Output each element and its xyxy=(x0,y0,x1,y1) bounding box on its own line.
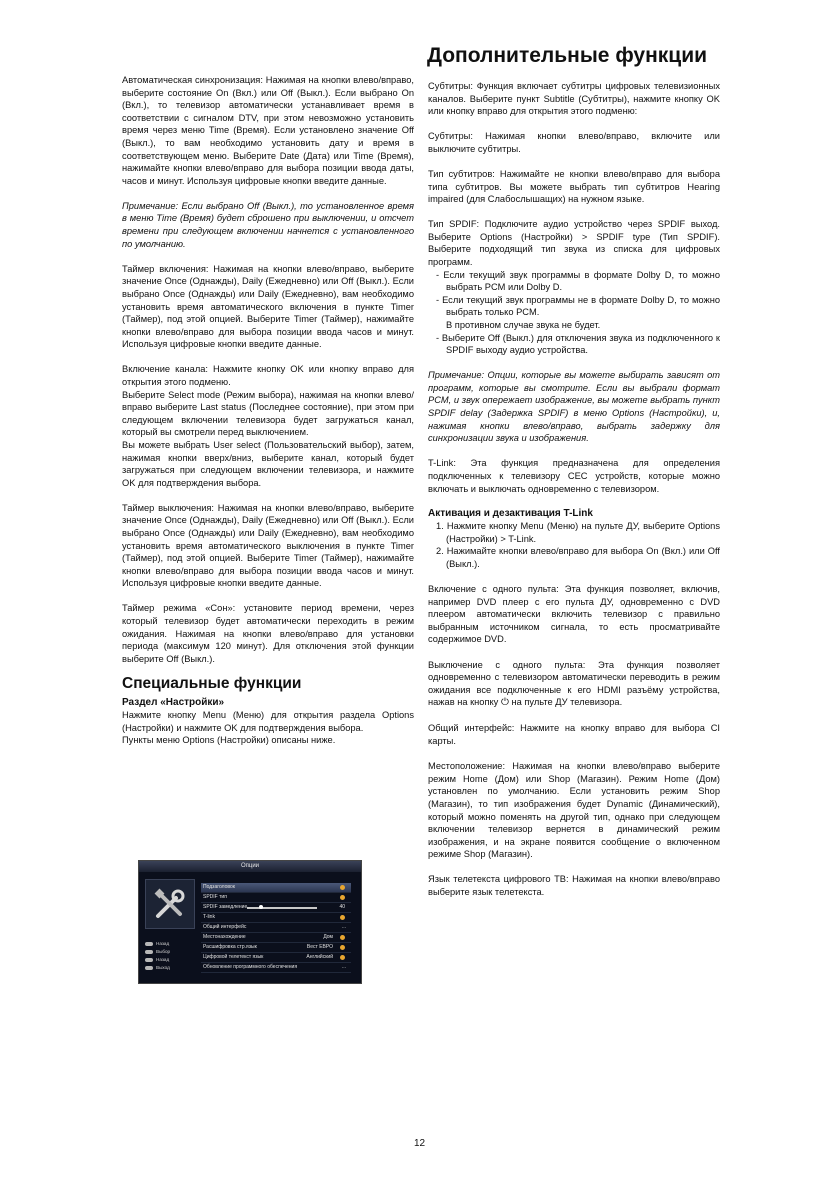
menu-item-common-interface[interactable]: Общий интерфейс ... xyxy=(201,923,351,933)
subtitle-type-paragraph: Тип субтитров: Нажимайте не кнопки влево/вправо для выбора типа субтитров. Вы можете выбрать тип субтитров Hearing impaired (для Слабослышащих) на нужном языке. xyxy=(428,168,720,205)
subtitles-toggle-paragraph: Субтитры: Нажимая кнопки влево/вправо, включите или выключите субтитры. xyxy=(428,131,720,154)
legend-item: Выбор xyxy=(145,948,201,956)
indicator-dot-icon xyxy=(340,915,345,920)
off-timer-paragraph: Таймер выключения: Нажимая на кнопки влево/вправо, выберите значение Once (Однажды), Daily (Ежедневно) или Off (Выкл.). Если выбрано Once (Однажды) или Daily (Ежедневно), вам необходимо установить время автоматического выключения в пункте Timer (Таймер), под этой опцией. Выберите Timer (Таймер), нажимайте кнопки влево/вправо для выбора позиции ввода часов и минут. Используя цифровые кнопки введите данные. xyxy=(122,502,414,589)
teletext-language-paragraph: Язык телетекста цифрового ТВ: Нажимая на кнопки влево/вправо выберите язык телетекста. xyxy=(428,874,720,897)
left-column xyxy=(122,74,414,759)
page-title: Дополнительные функции xyxy=(427,44,708,67)
menu-legend xyxy=(145,940,201,972)
menu-header: Опции xyxy=(139,861,361,872)
power-icon: ⏻ xyxy=(500,697,509,709)
list-item: - Если текущий звук программы не в формате Dolby D, то можно выбрать только PCM. xyxy=(436,294,720,318)
menu-item-subtitle[interactable]: Подзаголовок xyxy=(201,883,351,893)
t-link-title: Активация и дезактивация T-Link xyxy=(428,507,593,519)
common-interface-paragraph: Общий интерфейс: Нажмите на кнопку вправо для выбора CI карты. xyxy=(428,723,720,747)
delay-value: 40 xyxy=(339,904,345,910)
menu-list xyxy=(201,883,351,973)
indicator-dot-icon xyxy=(340,935,345,940)
list-item: - Если текущий звук программы в формате Dolby D, то можно выбрать PCM или Dolby D. xyxy=(436,269,720,293)
page-number: 12 xyxy=(413,1138,426,1149)
list-item: 1. Нажмите кнопку Menu (Меню) на пульте ДУ, выберите Options (Настройки) > T-Link. xyxy=(436,521,720,544)
indicator-dot-icon xyxy=(340,945,345,950)
t-link-steps xyxy=(428,520,720,570)
more-icon: ... xyxy=(341,964,346,970)
power-on-channel-paragraph: Включение канала: Нажмите кнопку OK или кнопку вправо для открытия этого подменю. xyxy=(122,364,414,387)
subsection-title: Раздел «Настройки» xyxy=(122,696,225,708)
delay-slider[interactable] xyxy=(247,907,317,909)
slider-knob[interactable] xyxy=(259,905,263,909)
select-mode-paragraph: Выберите Select mode (Режим выбора), нажимая на кнопки влево/вправо выберите Last status (Последнее состояние), при этом при следующем включении телевизора будет загружаться канал, который вы смотрели перед выключением. xyxy=(122,389,414,438)
indicator-dot-icon xyxy=(340,895,345,900)
list-item: В противном случае звука не будет. xyxy=(446,320,601,330)
menu-item-decoding-language[interactable]: Расшифровка стр.язык Вест ЕВРО xyxy=(201,943,351,953)
legend-item: Назад xyxy=(145,956,201,964)
menu-item-location[interactable]: Местонахождение Дом xyxy=(201,933,351,943)
t-link-paragraph: T-Link: Эта функция предназначена для определения подключенных к телевизору CEC устройств, которые можно включать и выключать одновременно с телевизором. xyxy=(428,458,720,494)
indicator-dot-icon xyxy=(340,885,345,890)
one-touch-play-paragraph: Включение с одного пульта: Эта функция позволяет, включив, например DVD плеер с его пульта ДУ, одновременно с DVD плеером автоматически включить телевизор с правильно выбранным источником сигнала, то есть просматривайте содержимое DVD. xyxy=(428,584,720,645)
location-paragraph: Местоположение: Нажимая на кнопки влево/вправо выберите режим Home (Дом) или Shop (Магазин). Режим Home (Дом) установлен по умолчанию. Если установить режим Shop (Магазин), то тип изображения будет Dynamic (Динамический), который можно поменять на другой тип, однако при следующем включении телевизор вернется в динамический режим изображения, и на экране появится сообщение о включенном режиме Shop (Магазин). xyxy=(428,761,720,860)
options-described-paragraph: Пункты меню Options (Настройки) описаны ниже. xyxy=(122,735,336,746)
options-menu-screenshot xyxy=(138,860,362,984)
on-timer-paragraph: Таймер включения: Нажимая на кнопки влево/вправо, выберите значение Once (Однажды), Daily (Ежедневно) или Off (Выкл.). Если выбрано Once (Однажды) или Daily (Ежедневно), вам необходимо установить время автоматического включения в пункте Timer (Таймер), под этой опцией. Выберите Timer (Таймер), нажимайте кнопки влево/вправо для выбора позиции ввода часов и минут. Используя цифровые кнопки введите данные. xyxy=(122,263,414,350)
spdif-type-paragraph: Тип SPDIF: Подключите аудио устройство через SPDIF выход. Выберите Options (Настройки) > SPDIF type (Тип SPDIF). Выберите подходящий тип звука из списка для цифровых программ. xyxy=(428,219,720,268)
remote-key-icon xyxy=(145,950,153,954)
menu-item-spdif-type[interactable]: SPDIF тип xyxy=(201,893,351,903)
sleep-timer-paragraph: Таймер режима «Сон»: установите период времени, через который телевизор будет автоматически переходить в режим ожидания. Нажимая на кнопки влево/вправо для установки периода (максимум 120 минут). Для отключения этой функции выберите Off (Выкл.). xyxy=(122,603,414,664)
spdif-note-paragraph: Примечание: Опции, которые вы можете выбирать зависят от программ, которые вы смотрите. Если вы выбрали формат PCM, и звук опережает изображение, вы можете выбрать пункт SPDIF delay (Задержка SPDIF) в меню Options (Настройки), и, нажимая кнопки влево/вправо, выбрать задержку для синхронизации звука и изображения. xyxy=(428,370,720,444)
menu-item-t-link[interactable]: T-link xyxy=(201,913,351,923)
spdif-list xyxy=(428,269,720,357)
remote-key-icon xyxy=(145,966,153,970)
legend-item: Выход xyxy=(145,964,201,972)
menu-item-teletext-language[interactable]: Цифровой телетекст язык Английский xyxy=(201,953,351,963)
note-paragraph: Примечание: Если выбрано Off (Выкл.), то установленное время в меню Time (Время) будет сброшено при выключении, и отсчет времени при следующем включении начнется с установленного по умолчанию. xyxy=(122,200,414,249)
menu-item-software-update[interactable]: Обновление программного обеспечения ... xyxy=(201,963,351,973)
user-select-paragraph: Вы можете выбрать User select (Пользовательский выбор), затем, нажимая кнопки вверх/вниз, выберите канал, который будет загружаться при следующем включении телевизора, и нажмите OK для подтверждения выбора. xyxy=(122,439,414,488)
tools-icon xyxy=(145,879,195,929)
remote-key-icon xyxy=(145,958,153,962)
indicator-dot-icon xyxy=(340,955,345,960)
more-icon: ... xyxy=(341,924,346,930)
remote-key-icon xyxy=(145,942,153,946)
section-title: Специальные функции xyxy=(122,674,302,692)
list-item: - Выберите Off (Выкл.) для отключения звука из подключенного к SPDIF выходу аудио устройства. xyxy=(436,332,720,356)
legend-item: Назад xyxy=(145,940,201,948)
list-item: 2. Нажимайте кнопки влево/вправо для выбора On (Вкл.) или Off (Выкл.). xyxy=(436,546,720,569)
auto-sync-paragraph: Автоматическая синхронизация: Нажимая на кнопки влево/вправо, выберите состояние On (Вкл.) или Off (Выкл.). Если выбрано On (Вкл.), то телевизор автоматически устанавливает время в соответствии с сигналом DTV, при этом невозможно установить время через меню Time (Время). Если установлено значение Off (Выкл.), то вам необходимо установить дату и время в соответствующем меню. Выберите Date (Дата) или Time (Время), нажимайте кнопки влево/вправо для выбора позиции ввода даты, часов и минут. Используя цифровые кнопки введите данные. xyxy=(122,75,414,186)
menu-instructions-paragraph: Нажмите кнопку Menu (Меню) для открытия раздела Options (Настройки) и нажмите OK для подтверждения выбора. xyxy=(122,710,414,733)
subtitles-paragraph: Субтитры: Функция включает субтитры цифровых телевизионных каналов. Выберите пункт Subtitle (Субтитры), нажмите кнопку OK или кнопку вправо для открытия этого подменю: xyxy=(428,81,720,117)
right-column xyxy=(428,80,720,911)
menu-item-spdif-delay[interactable]: SPDIF замедление 40 xyxy=(201,903,351,913)
system-standby-paragraph: Выключение с одного пульта: Эта функция позволяет одновременно с телевизором автоматически переводить в режим ожидания все подключенные к его HDMI разъёму устройства, нажав на кнопку ⏻ на пульте ДУ телевизора. xyxy=(428,659,720,709)
